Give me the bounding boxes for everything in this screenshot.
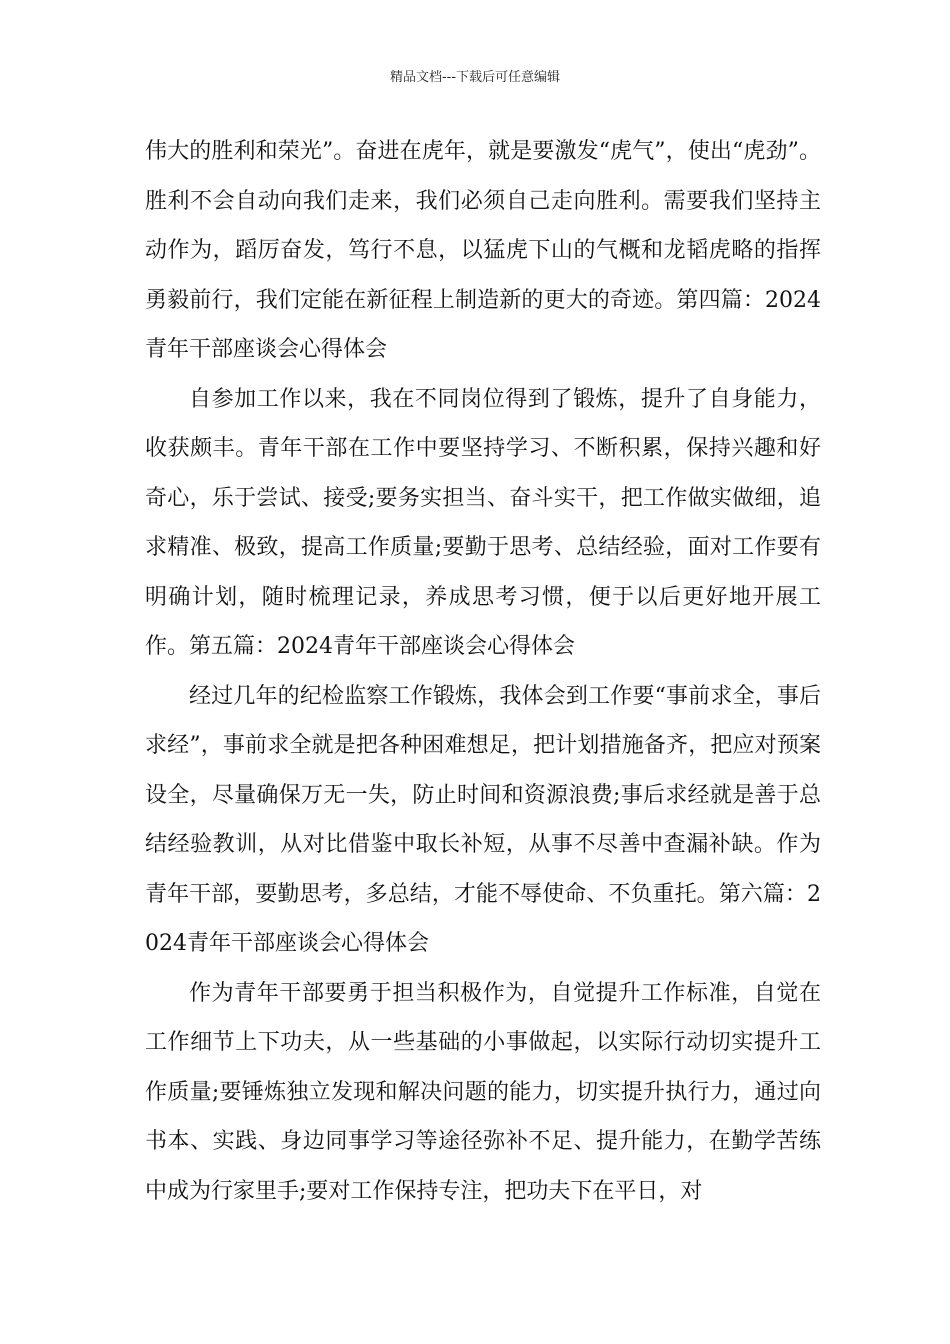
page-header: 精品文档---下载后可任意编辑 <box>389 70 561 85</box>
paragraph-4: 作为青年干部要勇于担当积极作为，自觉提升工作标准，自觉在工作细节上下功夫，从一些基础的小事做起，以实际行动切实提升工作质量;要锤炼独立发现和解决问题的能力，切实提升执行力，通过向书本、实践、身边同事学习等途径弥补不足、提升能力，在勤学苦练中成为行家里手;要对工作保持专注，把功夫下在平日，对 <box>145 980 821 1204</box>
document-body <box>145 127 821 1216</box>
paragraph-1: 伟大的胜利和荣光”。奋进在虎年，就是要激发“虎气”，使出“虎劲”。胜利不会自动向我们走来，我们必须自己走向胜利。需要我们坚持主动作为，蹈厉奋发，笃行不息，以猛虎下山的气概和龙韬虎略的指挥勇毅前行，我们定能在新征程上制造新的更大的奇迹。第四篇：2024青年干部座谈会心得体会 <box>145 139 821 362</box>
paragraph-2: 自参加工作以来，我在不同岗位得到了锻炼，提升了自身能力，收获颇丰。青年干部在工作中要坚持学习、不断积累，保持兴趣和好奇心，乐于尝试、接受;要务实担当、奋斗实干，把工作做实做细，追求精准、极致，提高工作质量;要勤于思考、总结经验，面对工作要有明确计划，随时梳理记录，养成思考习惯，便于以后更好地开展工作。第五篇：2024青年干部座谈会心得体会 <box>145 386 821 659</box>
paragraph-3: 经过几年的纪检监察工作锻炼，我体会到工作要“事前求全，事后求经”，事前求全就是把各种困难想足，把计划措施备齐，把应对预案设全，尽量确保万无一失，防止时间和资源浪费;事后求经就是善于总结经验教训，从对比借鉴中取长补短，从事不尽善中查漏补缺。作为青年干部，要勤思考，多总结，才能不辱使命、不负重托。第六篇：2024青年干部座谈会心得体会 <box>145 683 821 956</box>
